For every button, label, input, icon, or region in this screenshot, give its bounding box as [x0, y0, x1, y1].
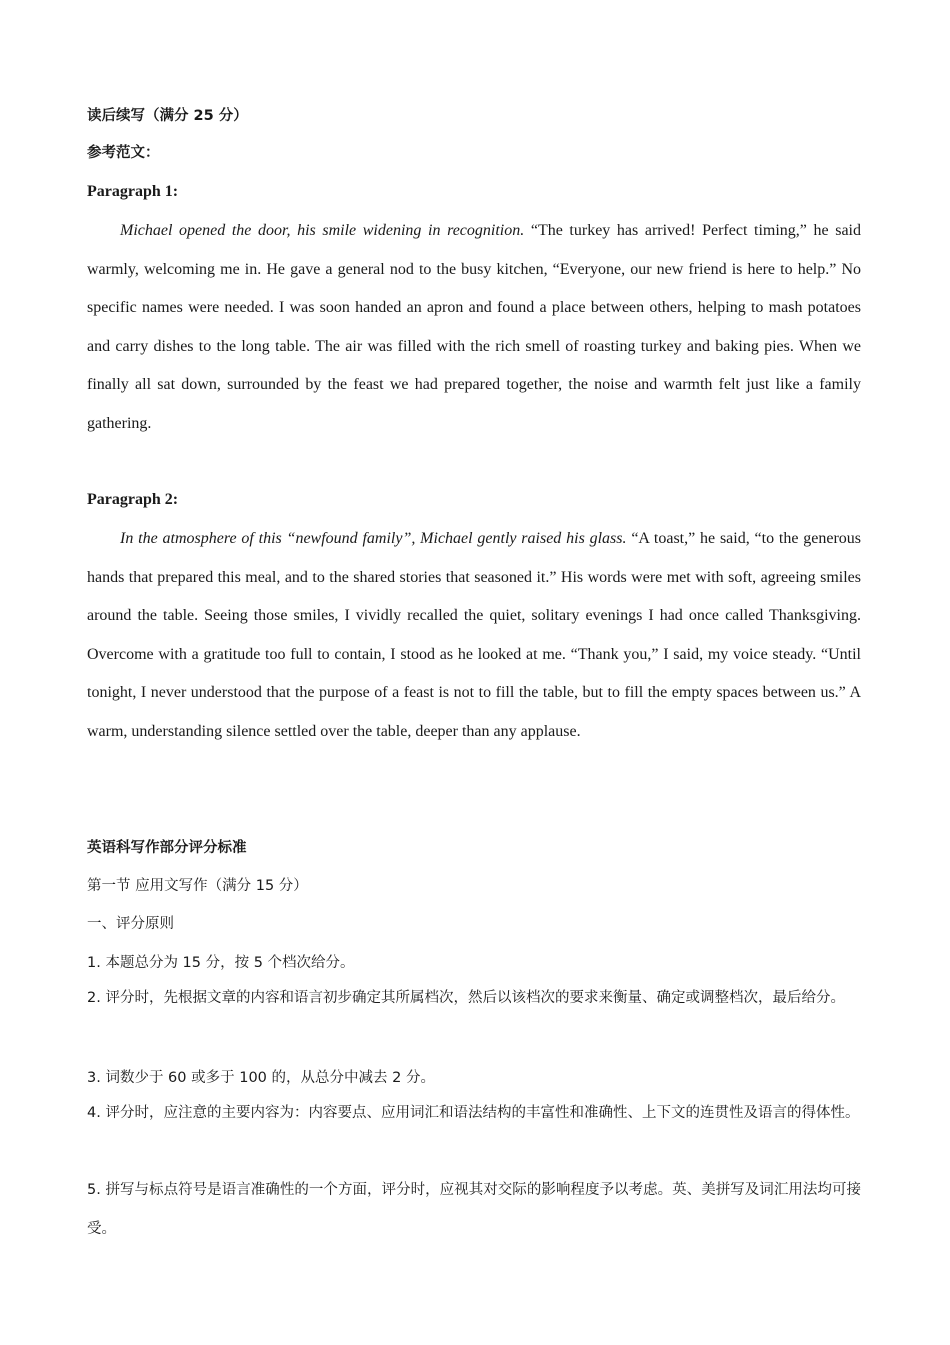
- criteria-item-3: 3. 词数少于 60 或多于 100 的，从总分中减去 2 分。: [87, 1070, 435, 1086]
- section-title: 读后续写（满分 25 分）: [87, 108, 248, 124]
- paragraph2-lead: In the atmosphere of this “newfound family”, Michael gently raised his glass.: [120, 530, 627, 547]
- paragraph1-lead: Michael opened the door, his smile widening in recognition.: [120, 222, 525, 239]
- criteria-section1: 第一节 应用文写作（满分 15 分）: [87, 878, 308, 894]
- reference-label: 参考范文：: [87, 145, 160, 161]
- paragraph1-text: [87, 212, 861, 443]
- paragraph1-label: Paragraph 1:: [87, 183, 179, 200]
- paragraph1-body: “The turkey has arrived! Perfect timing,” he said warmly, welcoming me in. He gave a general nod to the busy kitchen, “Everyone, our new friend is here to help.” No specific names were needed. I was soon handed an apron and found a place between others, helping to mash potatoes and carry dishes to the long table. The air was filled with the rich smell of roasting turkey and baking pies. When we finally all sat down, surrounded by the feast we had prepared together, the noise and warmth felt just like a family gathering.: [87, 222, 861, 432]
- criteria-item-4: 4. 评分时，应注意的主要内容为：内容要点、应用词汇和语法结构的丰富性和准确性、上下文的连贯性及语言的得体性。: [87, 1105, 860, 1121]
- paragraph2-body: “A toast,” he said, “to the generous hands that prepared this meal, and to the shared stories that seasoned it.” His words were met with soft, agreeing smiles around the table. Seeing those smiles, I vividly recalled the quiet, solitary evenings I had once called Thanksgiving. Overcome with a gratitude too full to contain, I stood as he looked at me. “Thank you,” I said, my voice steady. “Until tonight, I never understood that the purpose of a feast is not to fill the table, but to fill the empty spaces between us.” A warm, understanding silence settled over the table, deeper than any applause.: [87, 530, 862, 740]
- criteria-item-2: 2. 评分时，先根据文章的内容和语言初步确定其所属档次，然后以该档次的要求来衡量、确定或调整档次，最后给分。: [87, 990, 845, 1006]
- paragraph2-label: Paragraph 2:: [87, 491, 179, 508]
- criteria-principles-title: 一、评分原则: [87, 916, 174, 932]
- paragraph2-text: [87, 520, 861, 751]
- criteria-item-5: 5. 拼写与标点符号是语言准确性的一个方面，评分时，应视其对交际的影响程度予以考虑。英、美拼写及词汇用法均可接受。: [87, 1182, 861, 1237]
- criteria-title: 英语科写作部分评分标准: [87, 840, 247, 856]
- criteria-item-1: 1. 本题总分为 15 分，按 5 个档次给分。: [87, 955, 355, 971]
